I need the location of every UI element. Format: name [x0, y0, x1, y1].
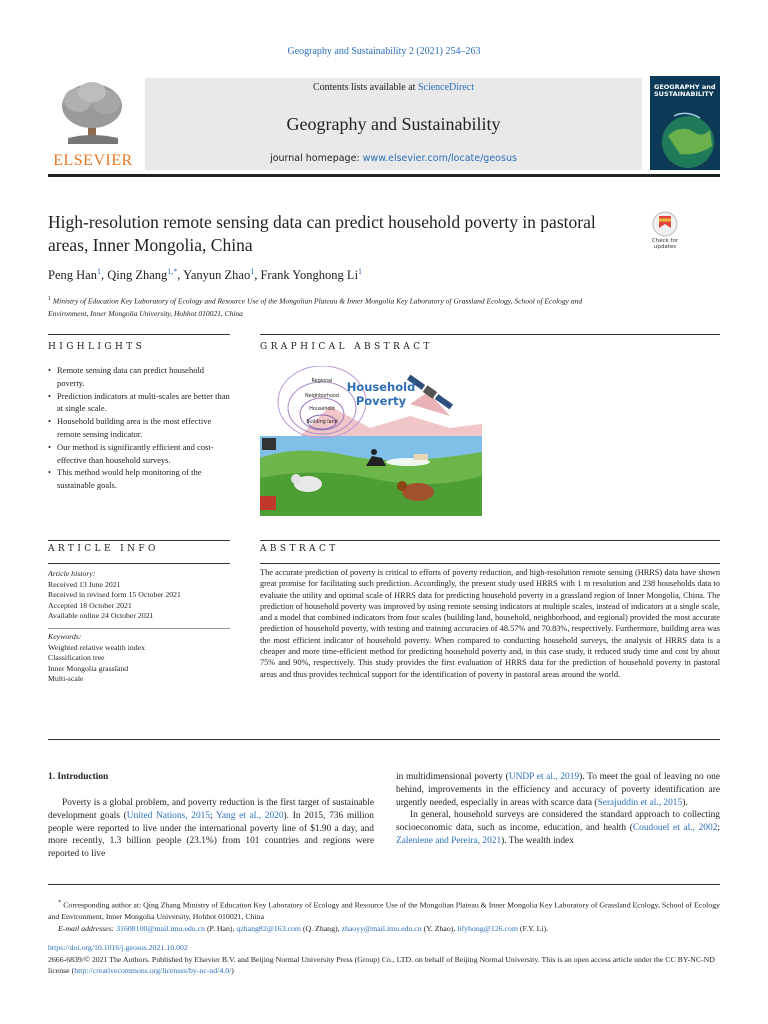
intro-paragraph-1: Poverty is a global problem, and poverty reduction is the first target of sustainable development goals (United Nations, 2015; Yang et al., 2020). In 2015, 736 million people were reported to live under the international poverty line of $1.90 a day, and more recently, 1.3 billion people (23.1%) from 101 countries and regions were reported to live	[48, 798, 374, 860]
section-heading-introduction: 1. Introduction	[48, 772, 109, 782]
article-info-heading: ARTICLE INFO	[48, 544, 159, 554]
keyword-item: Inner Mongolia grassland	[48, 663, 129, 673]
highlight-item: • This method would help monitoring of the sustainable goals.	[48, 466, 230, 492]
elsevier-logo	[48, 78, 138, 170]
author-name[interactable]: Qing Zhang	[107, 268, 168, 283]
email-link[interactable]: 31608100@mail.imu.edu.cn	[116, 923, 206, 933]
footnote-rule	[48, 884, 720, 885]
author-name[interactable]: Frank Yonghong Li	[260, 268, 359, 283]
graphical-abstract-heading: GRAPHICAL ABSTRACT	[260, 342, 433, 352]
email-link[interactable]: zhaoyy@mail.imu.edu.cn	[341, 923, 422, 933]
article-history-label: Article history:	[48, 569, 96, 578]
citation-link[interactable]: Serajuddin et al., 2015	[597, 797, 683, 808]
graphical-abstract-top-rule	[260, 334, 720, 335]
keywords-label: Keywords:	[48, 631, 82, 641]
email-link[interactable]: qzhang82@163.com	[236, 923, 301, 933]
article-info	[48, 569, 238, 685]
corresponding-author-footnote: * Corresponding author at: Qing Zhang Ministry of Education Key Laboratory of Ecology and Resource Use of the Mongolian Plateau & Inner Mongolia Key Laboratory of Grassland Ecology, School of Ecology and Environment, Inner Mongolia University, Hohhot 010021, China E-mail addresses: 31608100@mail.imu.edu.cn (P. Han), qzhang82@163.com (Q. Zhang), zhaoyy@mail.imu.edu.cn (Y. Zhao), lifyhong@126.com (F.Y. Li).	[48, 899, 720, 933]
author-affiliation-ref[interactable]: 1	[250, 267, 255, 276]
license-link[interactable]: http://creativecommons.org/licenses/by-nc-nd/4.0/	[74, 966, 232, 976]
article-info-top-rule	[48, 540, 230, 541]
contents-line: Contents lists available at ScienceDirect	[312, 82, 475, 93]
keyword-item: Classification tree	[48, 653, 105, 663]
history-entry: Accepted 18 October 2021	[48, 600, 132, 610]
check-updates-label: Check for updates	[651, 238, 679, 250]
journal-homepage-line: journal homepage: www.elsevier.com/locate/geosus	[270, 153, 517, 164]
ga-scale-regional: Regional	[311, 379, 333, 384]
affiliation: $^1$ Ministry of Education Key Laboratory of Ecology and Resource Use of the Mongolian Plateau & Inner Mongolia Key Laboratory of Grassland Ecology, School of Ecology and Environment, Inner Mongolia University, Hohhot 010021, China	[48, 296, 583, 318]
author-name[interactable]: Yanyun Zhao	[183, 268, 251, 283]
citation-link[interactable]: Yang et al., 2020	[216, 810, 284, 821]
history-entry: Received 13 June 2021	[48, 579, 121, 589]
elsevier-wordmark: ELSEVIER	[53, 152, 133, 169]
intro-paragraph-2: In general, household surveys are considered the standard approach to collecting socioeconomic data, such as income, education, and health (Coudouel et al., 2002; Zaleniene and Pereira, 2021). The wealth index	[396, 810, 720, 846]
highlight-item: • Prediction indicators at multi-scales are better than at single scale.	[48, 390, 230, 416]
journal-reference[interactable]: Geography and Sustainability 2 (2021) 254–263	[287, 46, 481, 57]
email-addresses: E-mail addresses: 31608100@mail.imu.edu.cn (P. Han), qzhang82@163.com (Q. Zhang), zhaoyy@mail.imu.edu.cn (Y. Zhao), lifyhong@126.com (F.Y. Li).	[58, 923, 549, 933]
author-affiliation-ref[interactable]: 1	[96, 267, 101, 276]
author-name[interactable]: Peng Han	[48, 268, 97, 283]
license-text: 2666-6839/© 2021 The Authors. Published by Elsevier B.V. and Beijing Normal University Press (Group) Co., LTD. on behalf of Beijing Normal University. This is an open access article under the CC BY-NC-ND license (http://creativecommons.org/licenses/by-nc-nd/4.0/)	[48, 954, 715, 976]
author-list: Peng Han$^1$, Qing Zhang$^{1,*}$, Yanyun Zhao$^1$, Frank Yonghong Li$^1$	[48, 267, 363, 283]
history-entry: Received in revised form 15 October 2021	[48, 590, 181, 600]
highlight-item: • Remote sensing data can predict household poverty.	[48, 364, 230, 390]
highlight-item: • Our method is significantly efficient and cost-effective than household surveys.	[48, 441, 230, 467]
cover-title: GEOGRAPHY and SUSTAINABILITY	[654, 83, 716, 98]
citation-link[interactable]: Coudouel et al., 2002	[632, 823, 718, 834]
citation-link[interactable]: Zaleniene and Pereira, 2021	[396, 835, 502, 846]
intro-right-column	[396, 771, 720, 848]
author-affiliation-ref[interactable]: 1,*	[167, 267, 178, 276]
abstract-top-rule	[260, 540, 720, 541]
article-title: High-resolution remote sensing data can predict household poverty in pastoral areas, Inner Mongolia, China	[48, 212, 596, 255]
ga-scale-building-land: Building land	[306, 420, 338, 425]
journal-homepage-link[interactable]: www.elsevier.com/locate/geosus	[362, 153, 517, 164]
ga-scale-household: Household	[309, 407, 335, 412]
article-info-inner-rule	[48, 563, 230, 564]
highlights-top-rule	[48, 334, 230, 335]
header-rule	[48, 174, 720, 177]
abstract-text: The accurate prediction of poverty is critical to efforts of poverty reduction, and high-resolution remote sensing (HRRS) data have shown great promise for facilitating such prediction. Accordingly, the present study used HRRS with 1 m resolution and 238 households data to evaluate the utility and optimal scale of HRRS data for predicting household poverty in a grassland region of Inner Mongolia, China. The prediction of household poverty was improved by using remote sensing indicators at multiple scales, instead of indicators at a single scale, and a model that combined indicators from four scales (building land, household, neighborhood, and regional) provided the most accurate prediction of household poverty, with testing and training accuracies of 48.57% and 70.83%, respectively. Furthermore, building area was the most efficient indicator of household poverty. When compared to conducting household surveys, the analysis of HRRS data is a cheaper and more time-efficient method for predicting household poverty and, in this case study, it reduced study time and cost by about 75% and 90%, respectively. This study provides the first evaluation of HRRS data for the prediction of household poverty in pastoral areas and thus provides technical support for the identification of poverty in pastoral areas around the world.	[260, 568, 720, 679]
keyword-item: Multi-scale	[48, 674, 84, 684]
check-for-updates-button[interactable]	[643, 210, 687, 256]
graphical-abstract-image[interactable]	[260, 366, 482, 516]
ga-scale-neighborhood: Neighborhood	[305, 394, 339, 399]
check-updates-icon	[643, 210, 687, 238]
ga-title: Household Poverty	[346, 380, 416, 408]
sciencedirect-link[interactable]: ScienceDirect	[417, 82, 475, 93]
highlights-list	[48, 364, 230, 492]
highlights-heading: HIGHLIGHTS	[48, 342, 146, 352]
doi-link[interactable]: https://doi.org/10.1016/j.geosus.2021.10.002	[48, 943, 188, 952]
journal-cover-image[interactable]	[650, 76, 720, 170]
citation-link[interactable]: UNDP et al., 2019	[508, 772, 580, 782]
abstract-bottom-rule	[48, 739, 720, 740]
history-entry: Available online 24 October 2021	[48, 611, 154, 621]
intro-paragraph-1-continued: in multidimensional poverty (UNDP et al., 2019). To meet the goal of leaving no one behind, improvements in the efficiency and accuracy of poverty identification are urgently needed, especially in areas with scarce data (Serajuddin et al., 2015).	[396, 772, 720, 808]
doi-and-license	[48, 942, 720, 977]
email-link[interactable]: lifyhong@126.com	[457, 923, 518, 933]
keywords-divider	[48, 628, 230, 629]
abstract-inner-rule	[260, 563, 720, 564]
abstract-heading: ABSTRACT	[260, 544, 339, 554]
journal-title: Geography and Sustainability	[286, 114, 501, 134]
citation-link[interactable]: United Nations, 2015	[126, 810, 211, 821]
author-affiliation-ref[interactable]: 1	[358, 267, 363, 276]
highlight-item: • Household building area is the most effective remote sensing indicator.	[48, 415, 230, 441]
keyword-item: Weighted relative wealth index	[48, 642, 146, 652]
